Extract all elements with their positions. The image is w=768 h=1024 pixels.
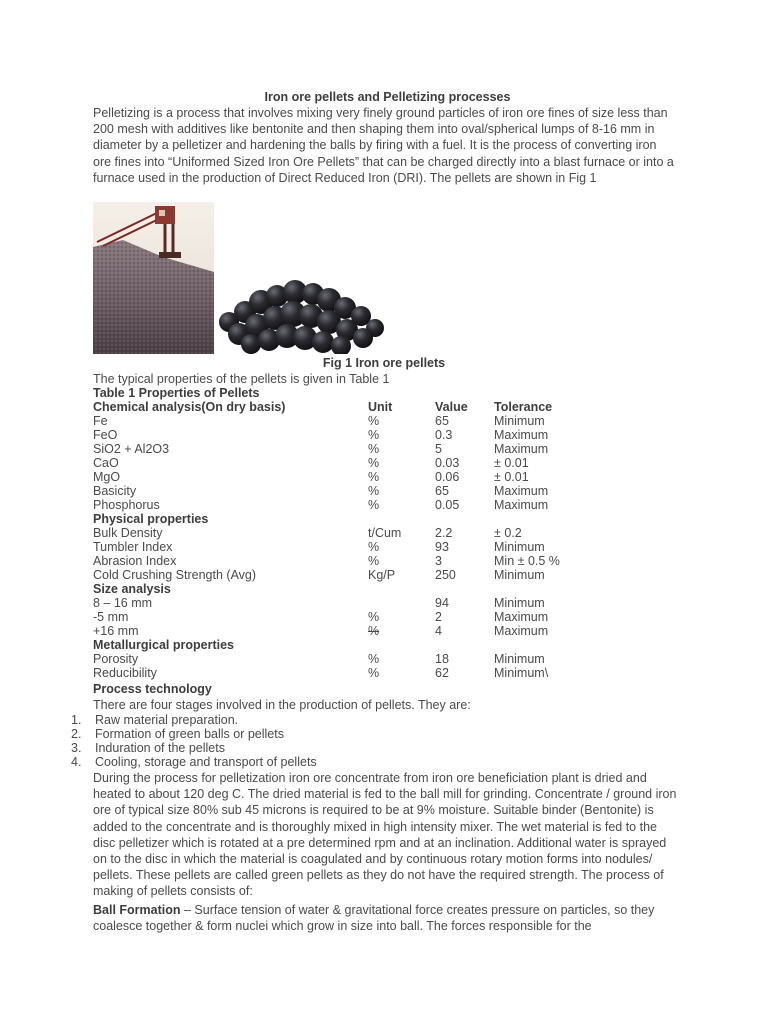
process-intro: There are four stages involved in the production of pellets. They are: <box>93 698 471 712</box>
cell-property: Tumbler Index <box>93 540 173 554</box>
cell-unit: % <box>368 484 380 498</box>
ball-formation-text: – Surface tension of water & gravitational force creates pressure on particles, so they coalesce together & form nuclei which grow in size into ball. The forces responsible for the <box>93 903 655 934</box>
cell-property: Basicity <box>93 484 137 498</box>
cell-unit: Kg/P <box>368 568 396 582</box>
step-number: 2. <box>71 727 82 741</box>
cell-value: 18 <box>435 652 449 666</box>
cell-property: -5 mm <box>93 610 129 624</box>
cell-value: 2.2 <box>435 526 453 540</box>
document-title: Iron ore pellets and Pelletizing processes <box>264 90 511 104</box>
cell-tolerance: Min ± 0.5 % <box>494 554 560 568</box>
cell-tolerance: Minimum <box>494 652 545 666</box>
ball-formation-label: Ball Formation <box>93 903 181 917</box>
cell-value: 65 <box>435 414 449 428</box>
ball-formation-paragraph <box>93 902 678 934</box>
step-text: Cooling, storage and transport of pellets <box>95 755 317 769</box>
cell-tolerance: ± 0.01 <box>494 470 529 484</box>
cell-tolerance: Minimum\ <box>494 666 549 680</box>
cell-unit: t/Cum <box>368 526 402 540</box>
header-unit: Unit <box>368 400 393 414</box>
process-heading: Process technology <box>93 682 212 696</box>
cell-property: Fe <box>93 414 108 428</box>
cell-value: 4 <box>435 624 442 638</box>
cell-tolerance: Maximum <box>494 442 549 456</box>
cell-value: 0.3 <box>435 428 453 442</box>
cell-unit: % <box>368 554 380 568</box>
cell-property: Phosphorus <box>93 498 160 512</box>
cell-tolerance: Maximum <box>494 498 549 512</box>
step-number: 1. <box>71 713 82 727</box>
step-number: 3. <box>71 741 82 755</box>
step-text: Formation of green balls or pellets <box>95 727 284 741</box>
section-heading: Size analysis <box>93 582 171 596</box>
cell-property: CaO <box>93 456 119 470</box>
cell-unit: % <box>368 414 380 428</box>
cell-value: 2 <box>435 610 442 624</box>
cell-unit: % <box>368 470 380 484</box>
cell-unit: % <box>368 624 380 638</box>
process-paragraph: During the process for pelletization iron ore concentrate from iron ore beneficiation plant is dried and heated to about 120 deg C. The dried material is fed to the ball mill for grinding. Concentrate / ground iron ore of typical size 80% sub 45 microns is required to be at 9% moisture. Suitable binder (Bentonite) is added to the concentrate and is thoroughly mixed in high intensity mixer. The wet material is fed to the disc pelletizer which is rotated at a pre determined rpm and at an inclination. Additional water is sprayed on to the disc in which the material is coagulated and by continuous rotary motion forms into nodules/ pellets. These pellets are called green pellets as they do not have the required strength. The process of making of pellets consists of: <box>93 771 677 899</box>
header-chemical-analysis: Chemical analysis(On dry basis) <box>93 400 286 414</box>
cell-unit: % <box>368 540 380 554</box>
cell-value: 94 <box>435 596 449 610</box>
step-number: 4. <box>71 755 82 769</box>
stockpile-photo <box>93 202 214 354</box>
cell-unit: % <box>368 652 380 666</box>
cell-value: 65 <box>435 484 449 498</box>
header-value: Value <box>435 400 468 414</box>
section-heading: Metallurgical properties <box>93 638 235 652</box>
cell-property: Porosity <box>93 652 139 666</box>
cell-tolerance: Maximum <box>494 624 549 638</box>
cell-value: 0.05 <box>435 498 460 512</box>
cell-unit: % <box>368 442 380 456</box>
cell-value: 0.03 <box>435 456 460 470</box>
cell-unit: % <box>368 498 380 512</box>
cell-tolerance: Minimum <box>494 414 545 428</box>
cell-property: FeO <box>93 428 118 442</box>
cell-tolerance: Minimum <box>494 540 545 554</box>
cell-property: Cold Crushing Strength (Avg) <box>93 568 257 582</box>
cell-unit: % <box>368 428 380 442</box>
section-heading: Physical properties <box>93 512 209 526</box>
cell-value: 0.06 <box>435 470 460 484</box>
cell-property: Abrasion Index <box>93 554 177 568</box>
intro-paragraph: Pelletizing is a process that involves mixing very finely ground particles of iron ore fines of size less than 200 mesh with additives like bentonite and then shaping them into oval/spherical lumps of 8-16 mm in diameter by a pelletizer and hardening the balls by firing with a fuel. It is the process of converting iron ore fines into “Uniformed Sized Iron Ore Pellets” that can be charged directly into a blast furnace or into a furnace used in the production of Direct Reduced Iron (DRI). The pellets are shown in Fig 1 <box>93 106 674 185</box>
cell-unit: % <box>368 456 380 470</box>
cell-unit: % <box>368 610 380 624</box>
cell-property: +16 mm <box>93 624 139 638</box>
cell-property: 8 – 16 mm <box>93 596 153 610</box>
cell-value: 93 <box>435 540 449 554</box>
cell-tolerance: Maximum <box>494 428 549 442</box>
cell-value: 3 <box>435 554 442 568</box>
cell-property: Bulk Density <box>93 526 163 540</box>
step-text: Raw material preparation. <box>95 713 239 727</box>
cell-tolerance: ± 0.01 <box>494 456 529 470</box>
table-title: Table 1 Properties of Pellets <box>93 386 260 400</box>
pellets-photo <box>215 272 385 354</box>
cell-tolerance: Minimum <box>494 568 545 582</box>
figure-caption: Fig 1 Iron ore pellets <box>322 356 446 370</box>
cell-value: 62 <box>435 666 449 680</box>
cell-value: 5 <box>435 442 442 456</box>
step-text: Induration of the pellets <box>95 741 225 755</box>
cell-tolerance: ± 0.2 <box>494 526 522 540</box>
cell-value: 250 <box>435 568 456 582</box>
cell-property: SiO2 + Al2O3 <box>93 442 170 456</box>
cell-tolerance: Maximum <box>494 484 549 498</box>
cell-unit: % <box>368 666 380 680</box>
cell-tolerance: Minimum <box>494 596 545 610</box>
cell-tolerance: Maximum <box>494 610 549 624</box>
cell-property: Reducibility <box>93 666 157 680</box>
cell-property: MgO <box>93 470 121 484</box>
header-tolerance: Tolerance <box>494 400 553 414</box>
table-intro: The typical properties of the pellets is given in Table 1 <box>93 372 390 386</box>
